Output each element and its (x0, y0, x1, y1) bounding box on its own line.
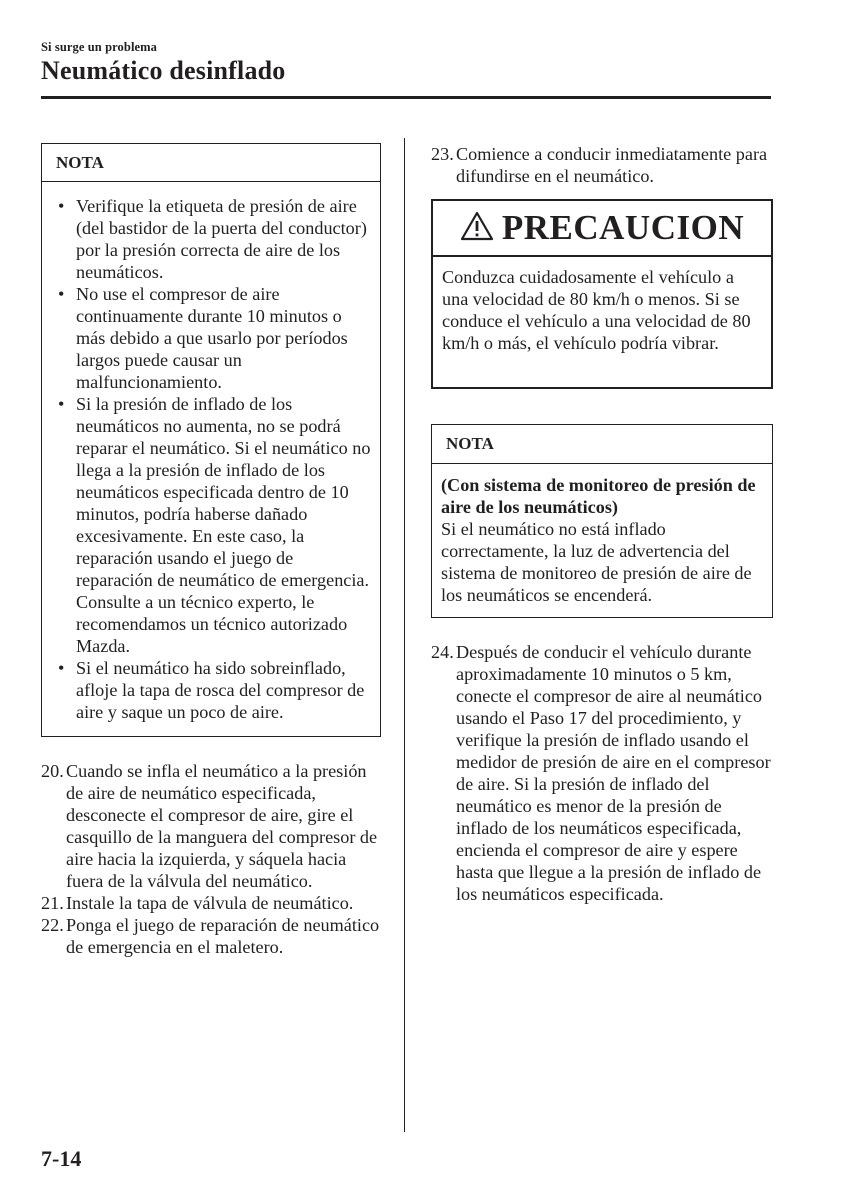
step-number: 22. (41, 915, 64, 935)
left-note-item (58, 283, 372, 393)
bullet-icon: • (58, 196, 65, 216)
column-divider (404, 138, 405, 1132)
right-note-heading: NOTA (432, 425, 772, 464)
left-note-box (41, 143, 381, 737)
right-steps-list-b (431, 641, 776, 905)
right-note-box (431, 424, 773, 618)
left-note-item (58, 393, 372, 657)
left-note-bullet-list (42, 182, 380, 723)
left-note-item-text: Si el neumático ha sido sobreinflado, afloje la tapa de rosca del compresor de aire y saque un poco de aire. (76, 658, 365, 722)
step-item (41, 914, 386, 958)
warning-triangle-icon (460, 211, 494, 246)
bullet-icon: • (58, 284, 65, 304)
step-number: 24. (431, 642, 454, 662)
right-note-text: Si el neumático no está inflado correctamente, la luz de advertencia del sistema de monitoreo de presión de aire de los neumáticos se encenderá. (441, 519, 752, 605)
step-number: 20. (41, 761, 64, 781)
caution-box (431, 199, 773, 389)
bullet-icon: • (58, 394, 65, 414)
step-text: Después de conducir el vehículo durante aproximadamente 10 minutos o 5 km, conecte el compresor de aire al neumático usando el Paso 17 del procedimiento, y verifique la presión de inflado usando el medidor de presión de aire en el compresor de aire. Si la presión de inflado del neumático es menor de la presión de inflado de los neumáticos especificada, encienda el compresor de aire y espere hasta que llegue a la presión de inflado de los neumáticos especificada. (456, 642, 771, 904)
step-text: Ponga el juego de reparación de neumático de emergencia en el maletero. (66, 915, 380, 957)
section-label: Si surge un problema (41, 40, 158, 54)
left-note-item-text: No use el compresor de aire continuamente durante 10 minutos o más debido a que usarlo por períodos largos puede causar un malfuncionamiento. (76, 284, 348, 392)
page-title: Neumático desinflado (41, 56, 286, 85)
step-item (431, 143, 776, 187)
title-rule (41, 96, 771, 99)
left-note-heading: NOTA (42, 144, 380, 182)
caution-text: Conduzca cuidadosamente el vehículo a una velocidad de 80 km/h o menos. Si se conduce el vehículo a una velocidad de 80 km/h o más, el vehículo podría vibrar. (442, 267, 751, 353)
right-note-bold-text: (Con sistema de monitoreo de presión de aire de los neumáticos) (441, 475, 756, 517)
step-text: Comience a conducir inmediatamente para difundirse en el neumático. (456, 144, 768, 186)
step-item (431, 641, 776, 905)
page-number: 7-14 (41, 1146, 82, 1171)
right-note-body (432, 464, 772, 606)
step-text: Instale la tapa de válvula de neumático. (66, 893, 354, 913)
bullet-icon: • (58, 658, 65, 678)
caution-heading (433, 201, 771, 257)
step-item (41, 760, 386, 892)
step-number: 23. (431, 144, 454, 164)
step-number: 21. (41, 893, 64, 913)
left-note-item (58, 657, 372, 723)
step-item (41, 892, 386, 914)
left-note-item-text: Verifique la etiqueta de presión de aire (del bastidor de la puerta del conductor) por la presión correcta de aire de los neumáticos. (76, 196, 367, 282)
left-steps-list (41, 760, 386, 958)
caution-title: PRECAUCION (501, 208, 745, 247)
right-steps-list-a (431, 143, 776, 187)
left-note-item (58, 195, 372, 283)
left-note-item-text: Si la presión de inflado de los neumáticos no aumenta, no se podrá reparar el neumático. Si el neumático no llega a la presión de inflado de los neumáticos especificada dentro de 10 minutos, podría haberse dañado excesivamente. En este caso, la reparación usando el juego de reparación de neumático de emergencia. Consulte a un técnico experto, le recomendamos un técnico autorizado Mazda. (76, 394, 371, 656)
step-text: Cuando se infla el neumático a la presión de aire de neumático especificada, desconecte el compresor de aire, gire el casquillo de la manguera del compresor de aire hacia la izquierda, y sáquela hacia fuera de la válvula del neumático. (66, 761, 378, 891)
